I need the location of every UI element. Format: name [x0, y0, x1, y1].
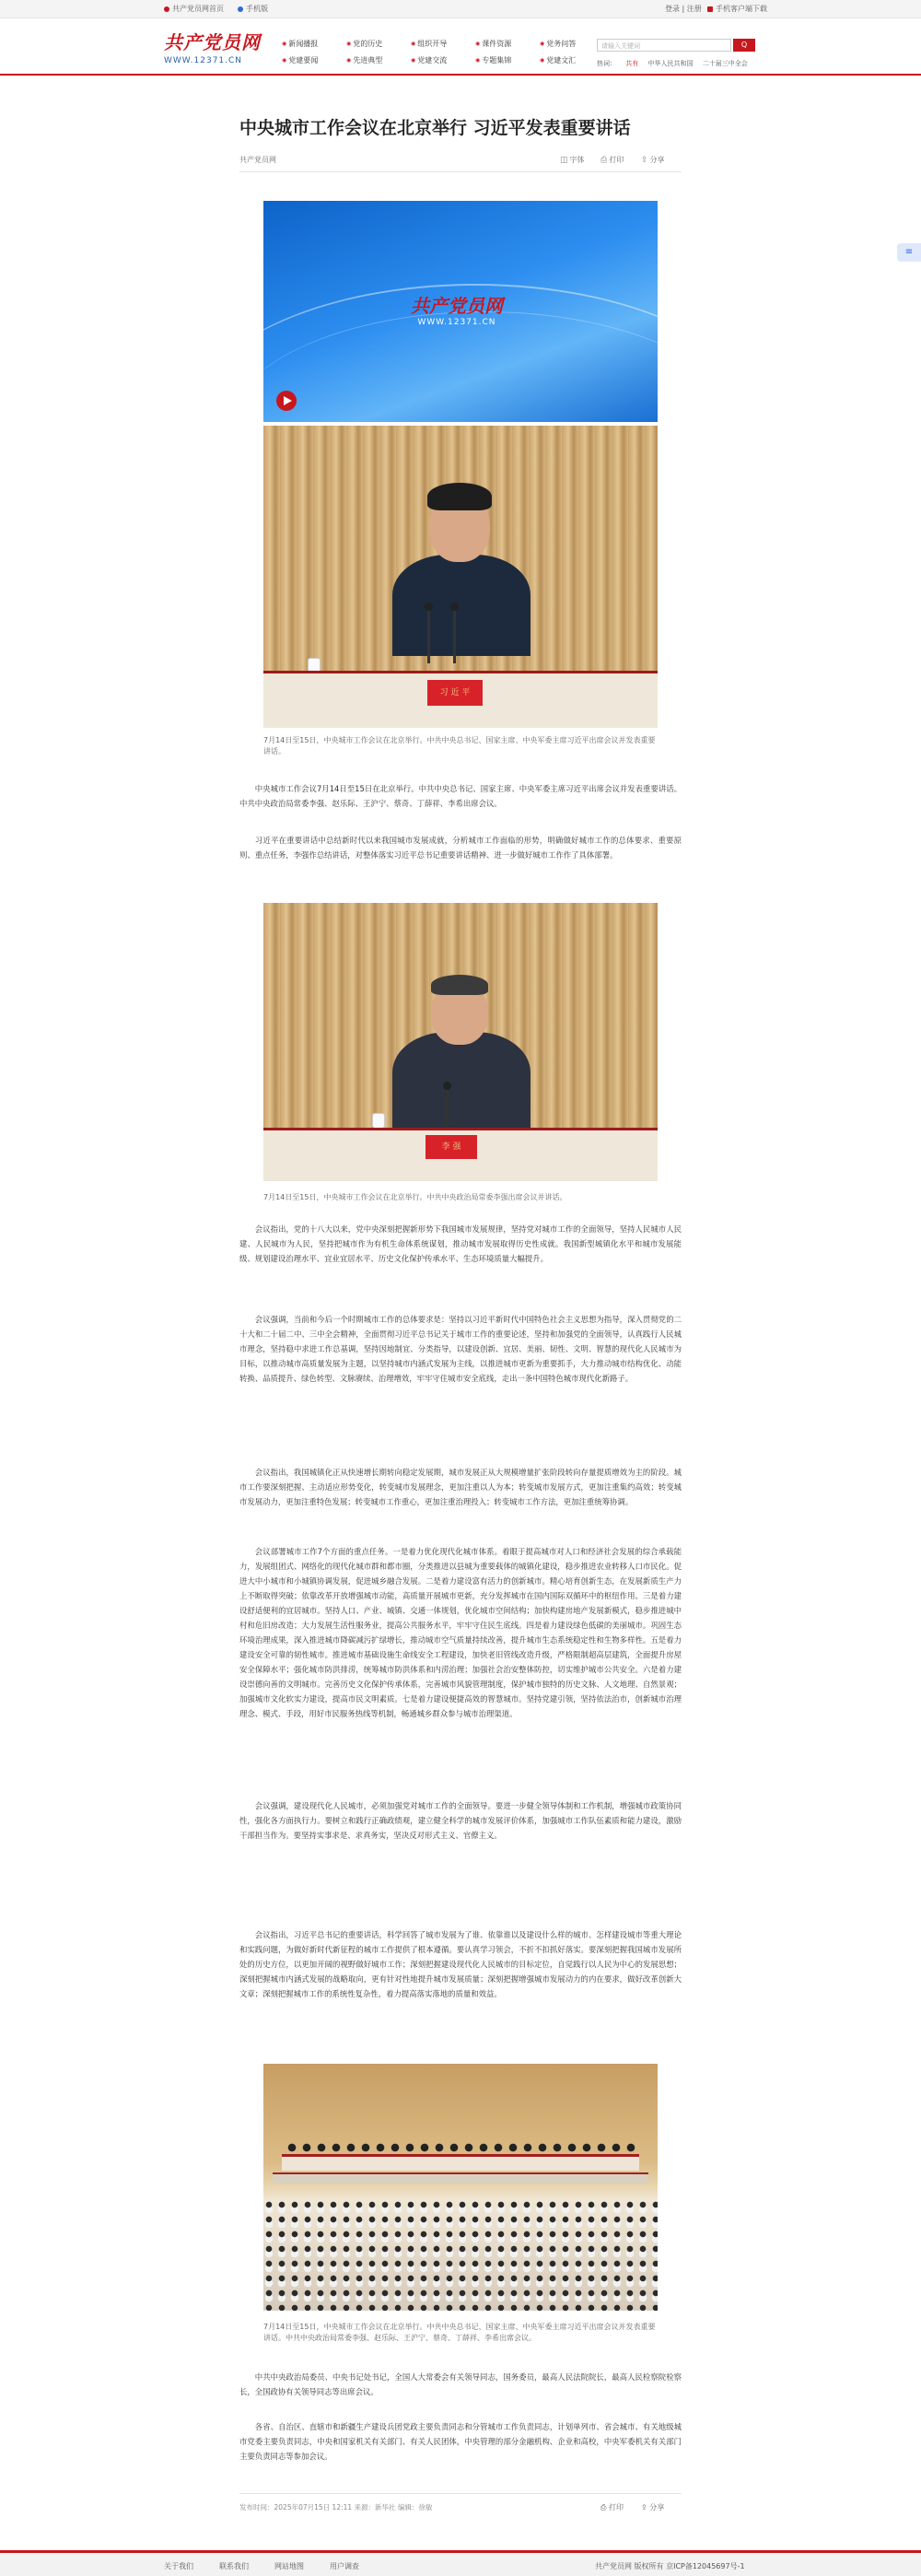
article-paragraph: 中共中央政治局委员、中央书记处书记，全国人大常委会有关领导同志，国务委员，最高人民法院院长，最高人民检察院检察长，全国政协有关领导同志等出席会议。: [239, 2372, 682, 2396]
main-nav: [282, 39, 586, 76]
article-paragraph: 中央城市工作会议7月14日至15日在北京举行。中共中央总书记、国家主席、中央军委主席习近平出席会议并发表重要讲话。中共中央政治局常委李强、赵乐际、王沪宁、蔡奇、丁薛祥、李希出席会议。: [239, 784, 682, 808]
audience-rows: [263, 2200, 658, 2311]
logo-en: WWW.12371.CN: [164, 56, 243, 65]
title-divider: [239, 171, 682, 172]
footer-link[interactable]: 用户调查: [330, 2562, 359, 2570]
footer-link[interactable]: 关于我们: [164, 2562, 193, 2570]
print-button[interactable]: ⎙ 打印: [600, 156, 624, 165]
microphone-icon: [446, 1087, 449, 1130]
site-logo[interactable]: [164, 28, 267, 68]
site-footer: [0, 2550, 921, 2576]
photo-li-qiang: [263, 903, 658, 1181]
nav-item[interactable]: ◉ 党的历史: [346, 39, 382, 49]
article-paragraph: 会议指出，党的十八大以来，党中央深刻把握新形势下我国城市发展规律，坚持党对城市工作的全面领导，坚持人民城市人民建、人民城市为人民，坚持把城市作为有机生命体系统谋划，推动城市发展取得历史性成就。我国新型城镇化水平和城市发展能级、规划建设治理水平、宜业宜居水平、历史文化保护传承水平、生态环境质量大幅提升。: [239, 1224, 682, 1263]
share-button[interactable]: ⇪ 分享: [641, 156, 665, 165]
print-icon: ⎙: [600, 156, 608, 165]
login-link[interactable]: 登录 | 注册: [665, 5, 702, 13]
article-source: 共产党员网: [239, 156, 276, 164]
article-paragraph: 会议指出，习近平总书记的重要讲话，科学回答了城市发展为了谁、依靠谁以及建设什么样的城市、怎样建设城市等重大理论和实践问题，为做好新时代新征程的城市工作提供了根本遵循。要认真学习领会，不折不扣抓好落实。要深刻把握我国城市发展所处的历史方位，以更加开阔的视野做好城市工作；深刻把握建设现代化人民城市的目标定位，自觉践行以人民为中心的发展思想；深刻把握城市内涵式发展的战略取向，更有针对性地提升城市发展质量；深刻把握增强城市发展动力的内在要求，做好改革创新大文章；深刻把握城市工作的系统性复杂性，着力提高落实落地的质量和效益。: [239, 1930, 682, 1998]
front-row-desks: [273, 2172, 648, 2184]
search-button[interactable]: Q: [733, 39, 755, 52]
article-title: 中央城市工作会议在北京举行 习近平发表重要讲话: [239, 118, 631, 138]
speaker-figure: [383, 967, 540, 1124]
hot-word-link[interactable]: 中华人民共和国: [647, 60, 694, 67]
nav-item[interactable]: ◉ 党建文汇: [540, 55, 576, 65]
print-button-bottom[interactable]: ⎙ 打印: [600, 2503, 624, 2512]
hot-word-link[interactable]: 二十届三中全会: [702, 60, 748, 67]
home-icon: [164, 6, 169, 12]
photo-meeting-hall: [263, 2064, 658, 2311]
photo-xi-jinping: [263, 426, 658, 728]
hot-words: [597, 59, 755, 68]
share-icon: ⇪: [641, 156, 648, 165]
article-paragraph: 习近平在重要讲话中总结新时代以来我国城市发展成就，分析城市工作面临的形势，明确做好城市工作的总体要求、重要原则、重点任务，李强作总结讲话，对整体落实习近平总书记重要讲话精神、进一步做好城市工作作了具体部署。: [239, 836, 682, 860]
nav-item[interactable]: ◉ 课件资源: [475, 39, 511, 49]
play-icon[interactable]: [276, 391, 297, 411]
nameplate: 习 近 平: [427, 680, 483, 706]
site-header: [0, 18, 921, 76]
photo-caption: 7月14日至15日，中央城市工作会议在北京举行。中共中央政治局常委李强出席会议并讲话。: [263, 1193, 567, 1201]
nav-item[interactable]: ◉ 党建要闻: [282, 55, 318, 65]
nav-item[interactable]: ◉ 党建交流: [411, 55, 447, 65]
top-utility-bar: [0, 0, 921, 18]
article-meta: [239, 155, 682, 168]
app-download-link[interactable]: 手机客户端下载: [707, 5, 767, 14]
footer-link[interactable]: 联系我们: [219, 2562, 249, 2570]
speaker-figure: [383, 472, 540, 656]
share-button-bottom[interactable]: ⇪ 分享: [641, 2503, 665, 2512]
download-icon: [707, 6, 713, 12]
home-link[interactable]: 共产党员网首页: [164, 5, 224, 14]
article-paragraph: 会议强调，建设现代化人民城市，必须加强党对城市工作的全面领导。要进一步健全领导体制和工作机制，增强城市政策协同性，强化各方面执行力。要树立和践行正确政绩观，建立健全科学的城市发展评价体系，加强城市工作队伍素质和能力建设，激励干部担当作为。要坚持实事求是、求真务实，坚决反对形式主义、官僚主义。: [239, 1801, 682, 1840]
rostrum: [282, 2154, 639, 2171]
article-paragraph: 会议指出，我国城镇化正从快速增长期转向稳定发展期，城市发展正从大规模增量扩张阶段转向存量提质增效为主的阶段。城市工作要深刻把握、主动适应形势变化，转变城市发展理念，更加注重以人为本；转变城市发展方式，更加注重集约高效；转变城市发展动力，更加注重特色发展；转变城市工作重心，更加注重治理投入；转变城市工作方法，更加注重统筹协调。: [239, 1468, 682, 1506]
nav-item[interactable]: ◉ 专题集锦: [475, 55, 511, 65]
photo-caption: 7月14日至15日，中央城市工作会议在北京举行。中共中央总书记、国家主席、中央军委主席习近平出席会议并发表重要讲话。中共中央政治局常委李强、赵乐际、王沪宁、蔡奇、丁薛祥、李希出席会议。: [263, 2323, 656, 2342]
hot-word-link[interactable]: 共有: [625, 60, 639, 67]
side-menu-icon[interactable]: ≡: [897, 243, 921, 262]
nameplate: 李 强: [426, 1135, 477, 1159]
nav-item[interactable]: ◉ 新闻播报: [282, 39, 318, 49]
nav-item[interactable]: ◉ 先进典型: [346, 55, 382, 65]
nav-item[interactable]: ◉ 组织开导: [411, 39, 447, 49]
logo-cn: 共产党员网: [164, 31, 261, 53]
banner-logo: 共产党员网 WWW.12371.CN: [411, 295, 503, 327]
article-paragraph: 会议强调，当前和今后一个时期城市工作的总体要求是：坚持以习近平新时代中国特色社会主义思想为指导，深入贯彻党的二十大和二十届二中、三中全会精神，全面贯彻习近平总书记关于城市工作的重要论述，坚持和加强党的全面领导，认真践行人民城市理念，坚持稳中求进工作总基调，坚持因地制宜、分类指导，以建设创新、宜居、美丽、韧性、文明、智慧的现代化人民城市为目标，以推动城市高质量发展为主题，以坚持城市内涵式发展为主线，以推进城市更新为重要抓手，大力推动城市结构优化、动能转换、品质提升、绿色转型、文脉赓续、治理增效，牢牢守住城市安全底线，走出一条中国特色城市现代化新路子。: [239, 1315, 682, 1383]
microphone-icon: [427, 608, 430, 663]
nav-item[interactable]: ◉ 党务问答: [540, 39, 576, 49]
article-bottom-meta: [239, 2502, 682, 2515]
video-banner[interactable]: [263, 201, 658, 422]
phone-icon: [238, 6, 243, 12]
font-icon: ◫: [560, 156, 568, 165]
photo-caption: 7月14日至15日，中央城市工作会议在北京举行。中共中央总书记、国家主席、中央军委主席习近平出席会议并发表重要讲话。: [263, 736, 656, 755]
article-paragraph: 会议部署城市工作7个方面的重点任务。一是着力优化现代化城市体系。着眼于提高城市对人口和经济社会发展的综合承载能力，发展组团式、网络化的现代化城市群和都市圈，分类推进以县城为重要载体的城镇化建设，稳步推进农业转移人口市民化。促进大中小城市和小城镇协调发展，促进城乡融合发展。二是着力建设富有活力的创新城市。精心培育创新生态，在发展新质生产力上不断取得突破；依靠改革开放增强城市动能，高质量开展城市更新，充分发挥城市在国内国际双循环中的枢纽作用。三是着力建设舒适便利的宜居城市。坚持人口、产业、城镇、交通一体规划，优化城市空间结构；加快构建房地产发展新模式，稳步推进城中村和危旧房改造；大力发展生活性服务业，提高公共服务水平，牢牢守住民生底线。四是着力建设绿色低碳的美丽城市。巩固生态环境治理成果，深入推进城市降碳减污扩绿增长，推动城市空气质量持续改善，提升城市生态系统稳定性和生物多样性。五是着力建设安全可靠的韧性城市。推进城市基础设施生命线安全工程建设，加快老旧管线改造升级，严格限制超高层建筑，全面提升房屋安全保障水平；强化城市防洪排涝，统筹城市防洪体系和内涝治理；加强社会治安整体防控，切实维护城市公共安全。六是着力建设崇德向善的文明城市。完善历史文化保护传承体系，完善城市风貌管理制度，保护城市独特的历史文脉、人文地理、自然景观；加强城市文化软实力建设，提高市民文明素质。七是着力建设便捷高效的智慧城市。坚持党建引领，坚持依法治市，创新城市治理理念、模式、手段，用好市民服务热线等机制，畅通城乡群众参与城市治理渠道。: [239, 1547, 682, 1718]
content-divider: [239, 2493, 682, 2494]
mobile-link[interactable]: 手机版: [238, 5, 268, 14]
hot-words-label: 热词：: [597, 60, 616, 67]
publish-info: 发布时间：2025年07月15日 12:11 来源：新华社 编辑：徐敏: [239, 2503, 433, 2512]
font-size-button[interactable]: ◫ 字体: [560, 156, 585, 165]
footer-copyright: 共产党员网 版权所有 京ICP备12045697号-1: [595, 2562, 745, 2570]
microphone-icon: [453, 608, 456, 663]
article-paragraph: 各省、自治区、直辖市和新疆生产建设兵团党政主要负责同志和分管城市工作负责同志，计划单列市、省会城市、有关地级城市党委主要负责同志，中央和国家机关有关部门、有关人民团体，中央管理的部分金融机构、企业和高校，中央军委机关有关部门主要负责同志等参加会议。: [239, 2422, 682, 2461]
footer-link[interactable]: 网站地图: [274, 2562, 304, 2570]
search-input[interactable]: 请输入关键词: [597, 39, 731, 52]
